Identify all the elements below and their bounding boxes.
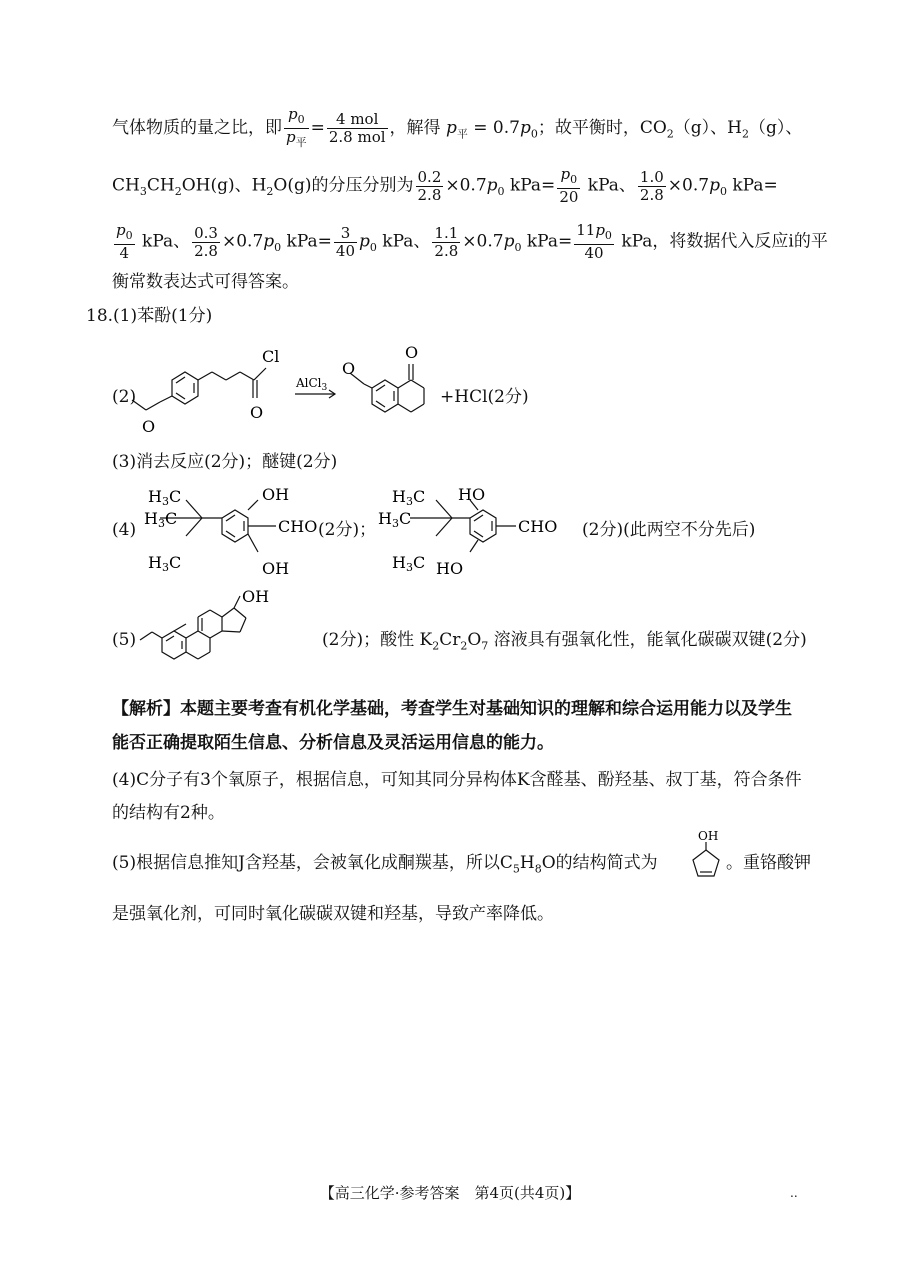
para-line-3 — [112, 222, 828, 262]
sub: 2 — [742, 127, 749, 141]
sub: 2 — [266, 184, 274, 198]
var: p — [486, 175, 498, 196]
den: 2.8 — [639, 185, 664, 204]
text: kPa= — [726, 175, 778, 196]
sub: 0 — [514, 240, 522, 254]
num: 1.1 — [434, 223, 459, 242]
oh-top-label: OH — [262, 485, 290, 504]
sub: 3 — [139, 184, 147, 198]
analysis-title: 【解析】 — [112, 699, 180, 719]
cho-label-2: CHO — [518, 517, 558, 536]
den: 20 — [559, 188, 579, 206]
analysis-line-4: 的结构有2种。 — [112, 803, 225, 823]
sub: 0 — [530, 127, 538, 141]
oh-label: OH — [698, 829, 719, 843]
product-o-label: O — [342, 359, 356, 378]
text: ；故平衡时，CO — [537, 118, 667, 138]
h3c-bot-label: H3C — [148, 553, 182, 574]
q18-part2-label: (2) — [112, 387, 137, 407]
sub: 0 — [719, 184, 727, 198]
analysis-line-1 — [112, 697, 792, 721]
fraction-mol — [327, 111, 388, 146]
para-line-1 — [112, 106, 802, 151]
q18-part4-label: (4) — [112, 520, 137, 540]
oh-label: OH — [242, 588, 270, 606]
sub: 平 — [456, 127, 468, 141]
text: （g）、 — [749, 118, 803, 138]
var: p — [445, 118, 457, 138]
num: 0.3 — [194, 223, 218, 242]
num: 4 mol — [327, 111, 388, 129]
sub: 0 — [497, 184, 505, 198]
den: 40 — [335, 241, 356, 260]
text: O(g)的分压分别为 — [273, 175, 414, 196]
text: kPa，将数据代入反应ⅰ的平 — [615, 231, 828, 252]
cyclopentenol-structure — [686, 828, 726, 888]
fraction — [334, 225, 357, 260]
text: 气体物质的量之比，即 — [112, 118, 282, 138]
fraction — [416, 169, 444, 204]
text: kPa、 — [376, 231, 431, 252]
den: 2.8 — [417, 185, 442, 204]
q18-part5-tail: (2分)；酸性 $K_2Cr_2O_7$ 溶液具有强氧化性，能氧化碳碳双键(2分) — [322, 630, 807, 653]
q18-part2-tail: +HCl(2分) — [440, 387, 529, 407]
var: p — [263, 231, 275, 252]
var: p — [519, 118, 531, 138]
var: p — [286, 128, 296, 146]
h3c-top-label: H3C — [148, 487, 182, 508]
num: 1.0 — [639, 167, 664, 186]
var: p — [503, 231, 515, 252]
q18-part4-tail: (2分)(此两空不分先后) — [582, 520, 756, 540]
fraction — [432, 225, 460, 260]
text: OH(g)、H — [181, 175, 267, 196]
cho-label: CHO — [278, 517, 318, 536]
fraction — [114, 222, 135, 262]
ho-bot-label: HO — [436, 559, 464, 578]
h3c-mid-label: H3C — [144, 509, 178, 530]
page-footer: 【高三化学·参考答案 第4页(共4页)】 — [319, 1184, 581, 1202]
analysis-line-6: 是强氧化剂，可同时氧化碳碳双键和羟基，导致产率降低。 — [112, 904, 554, 924]
text: （g）、H — [673, 118, 742, 138]
text: CH — [112, 175, 140, 196]
text: ×0.7 — [667, 175, 710, 196]
var: p — [709, 175, 720, 196]
q18-part3: (3)消去反应(2分)；醚键(2分) — [112, 452, 338, 472]
ho-top-label: HO — [458, 485, 486, 504]
num: $11p_0$ — [574, 222, 614, 245]
den: 40 — [584, 244, 604, 262]
h3c-top-label-2: H3C — [392, 487, 426, 508]
corner-mark: .. — [790, 1186, 798, 1200]
text: ，解得 — [389, 118, 446, 138]
text: kPa= — [504, 175, 556, 196]
den: 2.8 — [434, 241, 459, 260]
methoxy-o-label: O — [142, 417, 156, 436]
fraction — [638, 169, 666, 204]
text: kPa= — [521, 231, 573, 252]
product-ketone-o-label: O — [405, 343, 419, 362]
var: p — [359, 231, 370, 252]
alcl3-label: AlCl$_3$ — [296, 376, 328, 393]
analysis-line-2: 能否正确提取陌生信息、分析信息及灵活运用信息的能力。 — [112, 733, 554, 753]
fraction — [192, 225, 220, 260]
text: 本题主要考查有机化学基础，考查学生对基础知识的理解和综合运用能力以及学生 — [180, 699, 792, 719]
num: $p_0$ — [557, 166, 580, 189]
text: CH — [146, 175, 175, 196]
text: kPa= — [281, 231, 332, 252]
text: ×0.7 — [462, 231, 504, 252]
carbonyl-o-label: O — [250, 403, 264, 422]
fraction — [574, 222, 614, 262]
text: kPa、 — [582, 175, 636, 196]
h3c-bot-label-2: H3C — [392, 553, 426, 574]
text: kPa、 — [136, 231, 191, 252]
sub: 2 — [174, 184, 182, 198]
num: 0.2 — [417, 167, 442, 186]
q18-part5-steroid-structure — [134, 588, 324, 678]
text: = 0.7 — [467, 118, 520, 138]
text: ×0.7 — [445, 175, 487, 196]
den: 2.8 — [194, 241, 218, 260]
q18-part5-label: (5) — [112, 630, 137, 650]
para-line-4: 衡常数表达式可得答案。 — [112, 272, 299, 292]
den: 4 — [119, 244, 130, 262]
sub: 0 — [297, 113, 305, 126]
num: 3 — [334, 225, 357, 243]
analysis-line-3: (4)C分子有3个氧原子，根据信息，可知其同分异构体K含醛基、酚羟基、叔丁基，符合条件 — [112, 770, 802, 790]
var: p — [288, 105, 298, 123]
cl-label: Cl — [262, 347, 280, 366]
fraction — [557, 166, 580, 206]
q18-part1: 18.(1)苯酚(1分) — [86, 306, 213, 326]
fraction-p0-over-pping — [284, 106, 309, 151]
analysis-line-5a: (5)根据信息推知J含羟基，会被氧化成酮羰基，所以$C_5H_8O$的结构简式为 — [112, 853, 658, 876]
h3c-mid-label-2: H3C — [378, 509, 412, 530]
sub: 平 — [295, 136, 307, 149]
sub: 0 — [274, 240, 282, 254]
num: $p_0$ — [114, 222, 135, 245]
sub: 2 — [666, 127, 674, 141]
sub: 0 — [369, 240, 377, 254]
den: 2.8 mol — [328, 128, 386, 146]
text: = — [310, 118, 325, 138]
q18-part4-mid: (2分)； — [318, 520, 377, 540]
para-line-2 — [112, 166, 778, 206]
oh-bot-label: OH — [262, 559, 290, 578]
text: ×0.7 — [221, 231, 264, 252]
analysis-line-5b: 。重铬酸钾 — [726, 853, 811, 873]
